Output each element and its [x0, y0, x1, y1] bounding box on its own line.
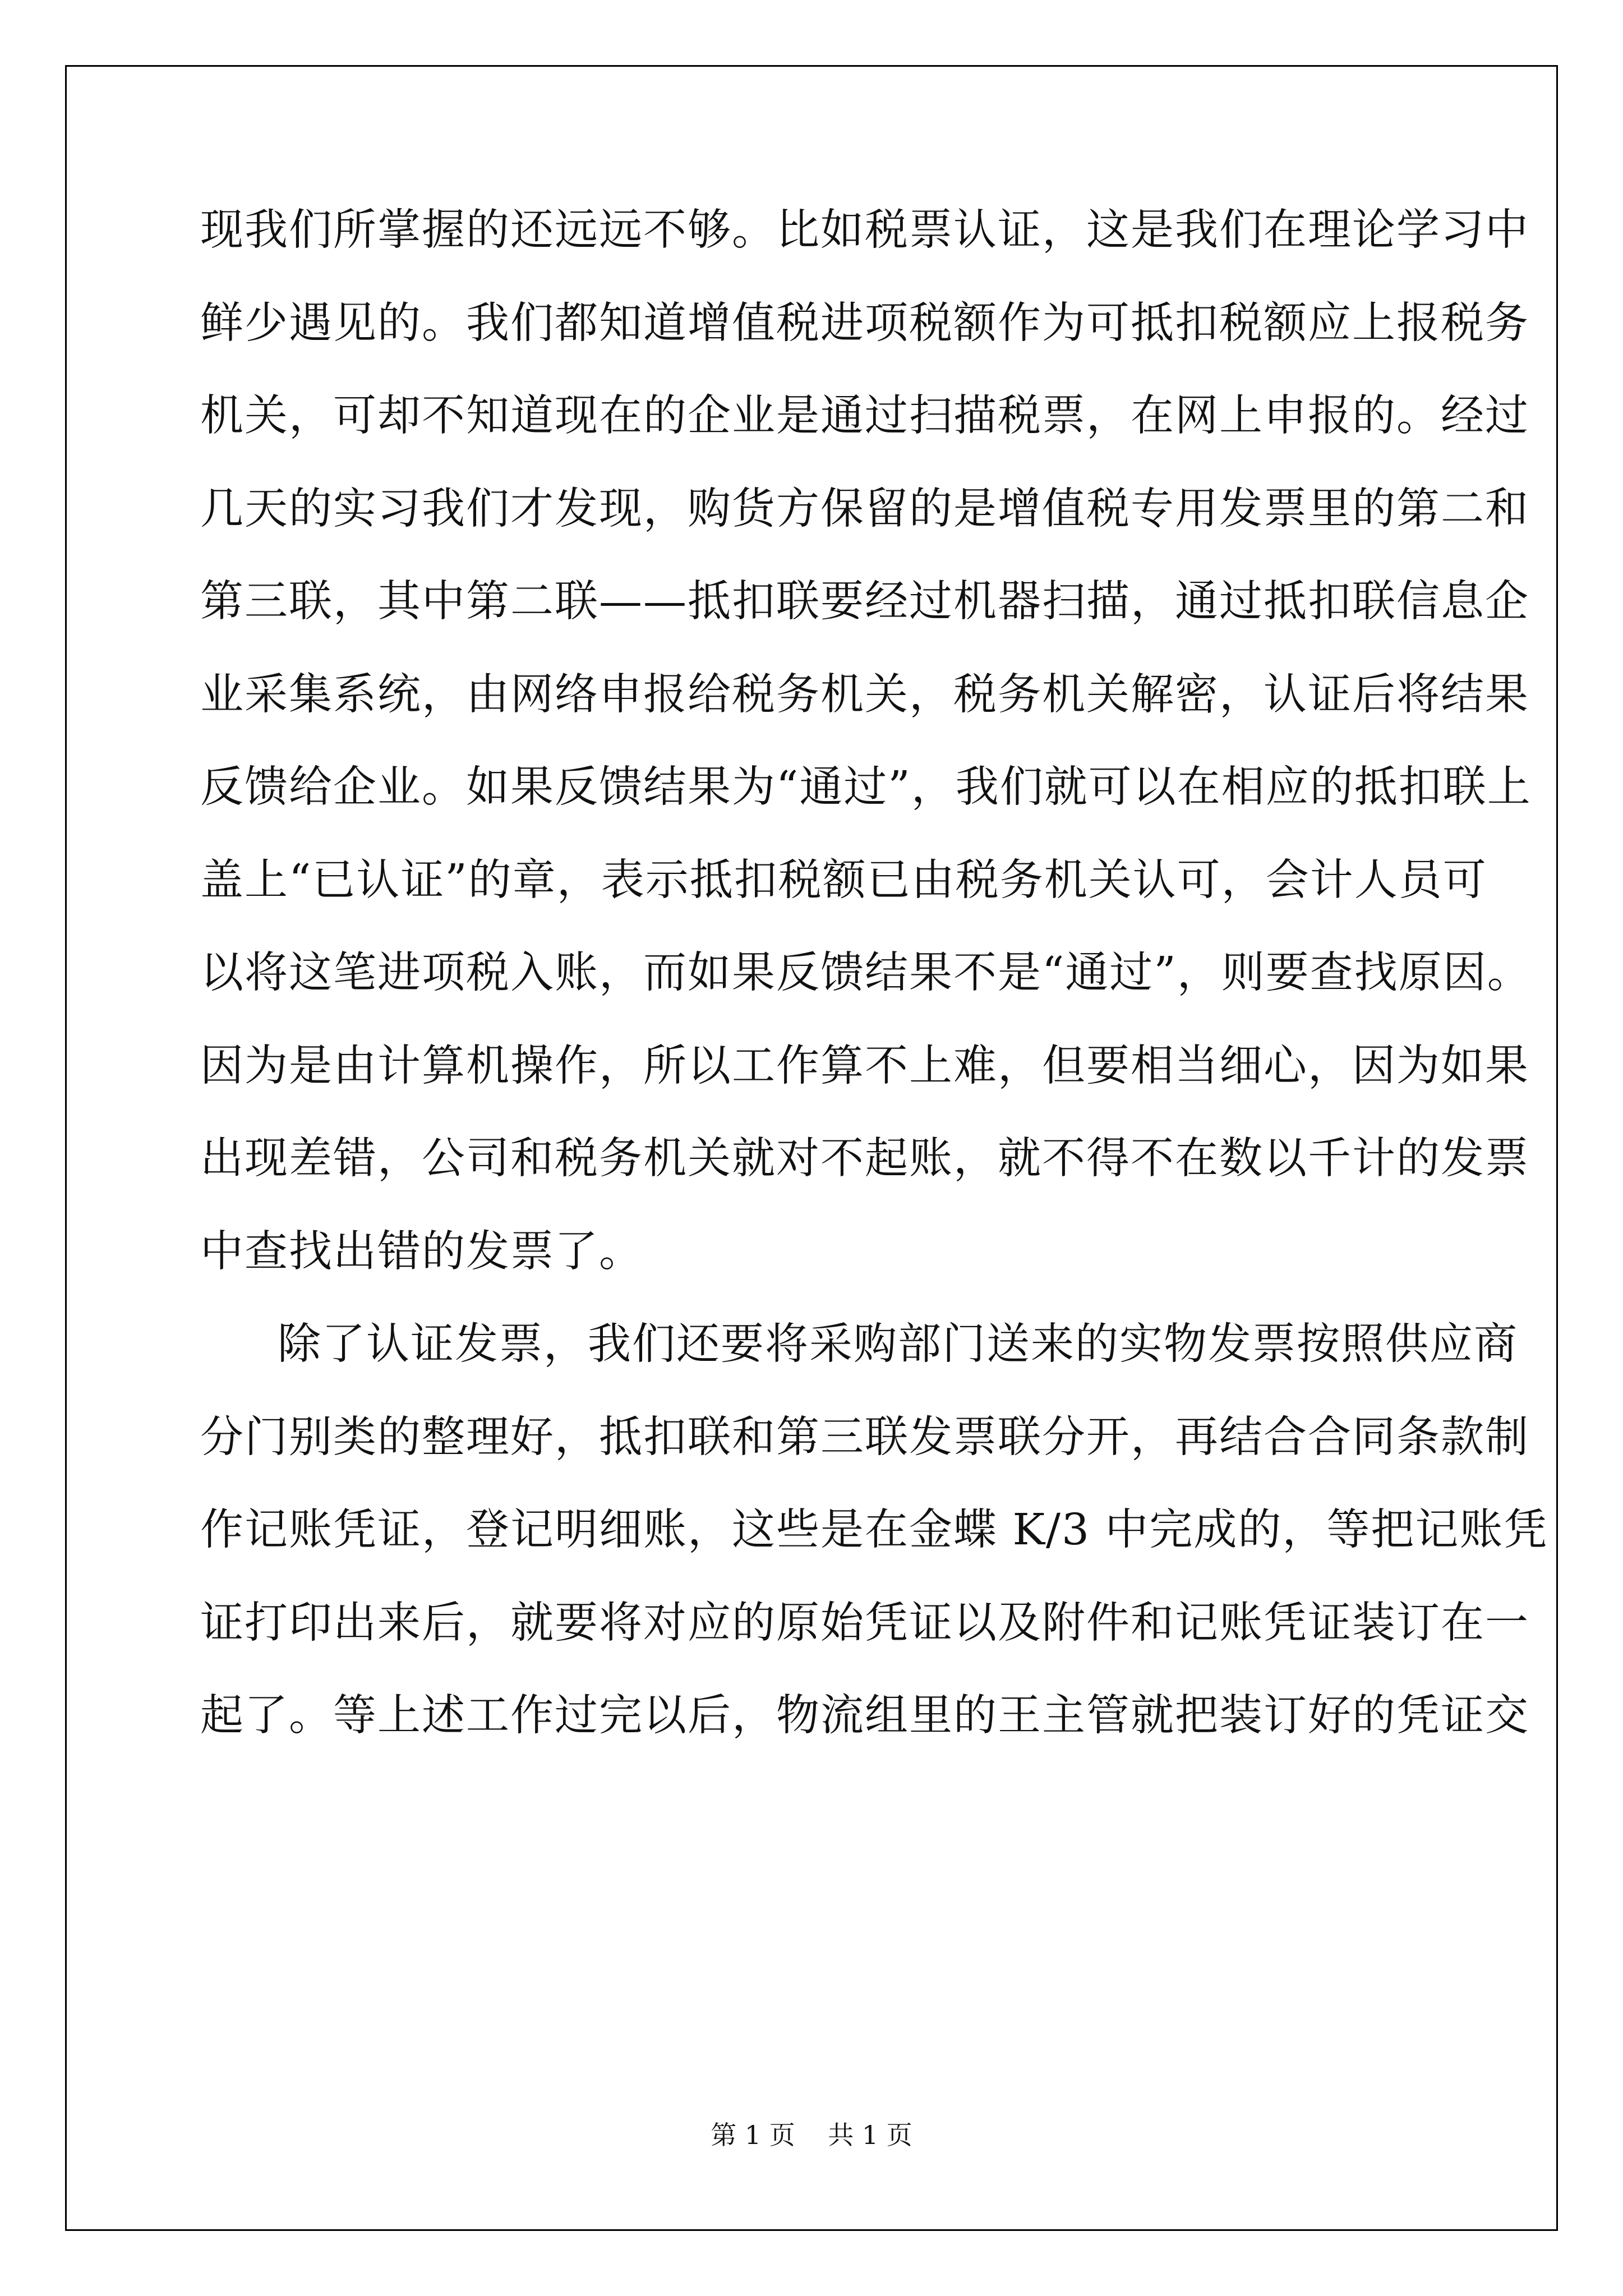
- text-line: 第三联，其中第二联——抵扣联要经过机器扫描，通过抵扣联信息企: [200, 577, 1529, 627]
- text-line: 几天的实习我们才发现，购货方保留的是增值税专用发票里的第二和: [200, 484, 1529, 534]
- text-line: 盖上“已认证”的章，表示抵扣税额已由税务机关认可，会计人员可: [200, 855, 1487, 905]
- text-line: 中查找出错的发票了。: [200, 1226, 643, 1277]
- text-line: 证打印出来后，就要将对应的原始凭证以及附件和记账凭证装订在一: [200, 1598, 1529, 1648]
- text-line: 反馈给企业。如果反馈结果为“通过”，我们就可以在相应的抵扣联上: [200, 762, 1532, 812]
- text-line: 现我们所掌握的还远远不够。比如税票认证，这是我们在理论学习中: [200, 205, 1529, 255]
- text-line: 鲜少遇见的。我们都知道增值税进项税额作为可抵扣税额应上报税务: [200, 298, 1529, 348]
- text-line: 作记账凭证，登记明细账，这些是在金蝶 K/3 中完成的，等把记账凭: [200, 1505, 1548, 1555]
- page-footer: 第 1 页 共 1 页: [711, 2120, 912, 2150]
- text-line: 业采集系统，由网络申报给税务机关，税务机关解密，认证后将结果: [200, 669, 1529, 720]
- text-line: 因为是由计算机操作，所以工作算不上难，但要相当细心，因为如果: [200, 1041, 1529, 1091]
- text-line: 出现差错，公司和税务机关就对不起账，就不得不在数以千计的发票: [200, 1134, 1529, 1184]
- text-line: 起了。等上述工作过完以后，物流组里的王主管就把装订好的凭证交: [200, 1691, 1529, 1741]
- text-line: 分门别类的整理好，抵扣联和第三联发票联分开，再结合合同条款制: [200, 1412, 1529, 1462]
- document-body: [200, 205, 1548, 1787]
- text-line: 机关，可却不知道现在的企业是通过扫描税票，在网上申报的。经过: [200, 391, 1529, 441]
- text-line: 以将这笔进项税入账，而如果反馈结果不是“通过”，则要查找原因。: [200, 948, 1532, 998]
- text-line: 除了认证发票，我们还要将采购部门送来的实物发票按照供应商: [278, 1319, 1518, 1369]
